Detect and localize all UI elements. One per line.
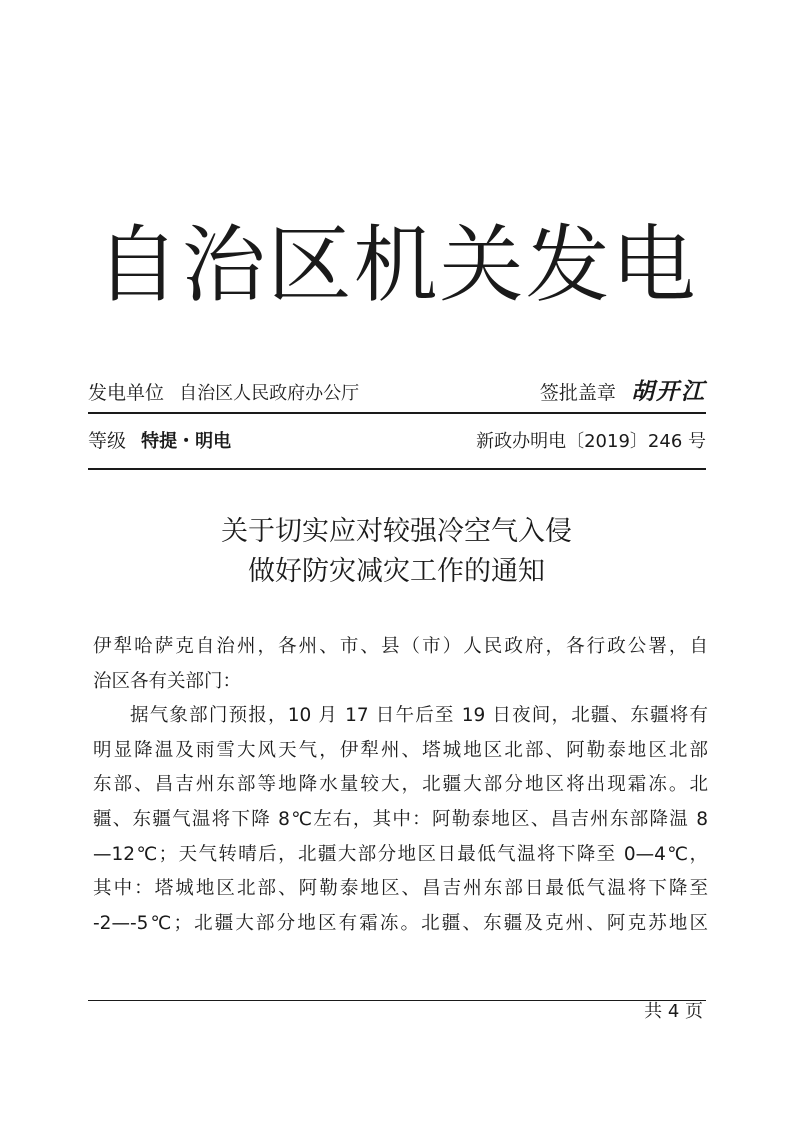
title-line-1: 关于切实应对较强冷空气入侵 (221, 516, 572, 547)
title-line-2: 做好防灾减灾工作的通知 (248, 556, 545, 587)
sender-label: 发电单位 (88, 382, 165, 404)
footer-divider (88, 1000, 706, 1001)
body-line: —12℃；天气转晴后，北疆大部分地区日最低气温将下降至 0—4℃， (93, 843, 708, 865)
addressee-line-2: 治区各有关部门： (93, 670, 242, 692)
document-body (93, 630, 708, 941)
body-line: 其中：塔城地区北部、阿勒泰地区、昌吉州东部日最低气温将下降至 (93, 878, 708, 900)
body-line: 明显降温及雨雪大风天气，伊犁州、塔城地区北部、阿勒泰地区北部 (93, 739, 708, 761)
body-line: 据气象部门预报，10 月 17 日午后至 19 日夜间，北疆、东疆将有 (130, 705, 708, 727)
grade-label: 等级 (88, 430, 127, 452)
grade-block (88, 426, 231, 453)
grade-value: 特提・明电 (141, 431, 232, 452)
addressee-line-1: 伊犁哈萨克自治州，各州、市、县（市）人民政府，各行政公署，自 (93, 636, 708, 657)
approval-label: 签批盖章 (539, 382, 616, 404)
approval-block (540, 373, 706, 406)
header-row-sender (88, 373, 706, 406)
header-divider-1 (88, 412, 706, 414)
masthead-title: 自治区机关发电 (95, 216, 698, 314)
sender-block (88, 378, 359, 405)
approval-signature: 胡开江 (631, 378, 706, 405)
header-row-grade (88, 426, 706, 453)
body-line: 东部、昌吉州东部等地降水量较大，北疆大部分地区将出现霜冻。北 (93, 774, 708, 796)
body-line: -2—-5℃；北疆大部分地区有霜冻。北疆、东疆及克州、阿克苏地区 (93, 912, 708, 934)
body-line: 疆、东疆气温将下降 8℃左右，其中：阿勒泰地区、昌吉州东部降温 8 (93, 808, 708, 830)
header-divider-2 (88, 468, 706, 470)
document-number: 新政办明电〔2019〕246 号 (476, 431, 706, 452)
page-count: 共 4 页 (644, 1001, 703, 1022)
document-title (0, 512, 793, 592)
sender-value: 自治区人民政府办公厅 (179, 383, 360, 404)
